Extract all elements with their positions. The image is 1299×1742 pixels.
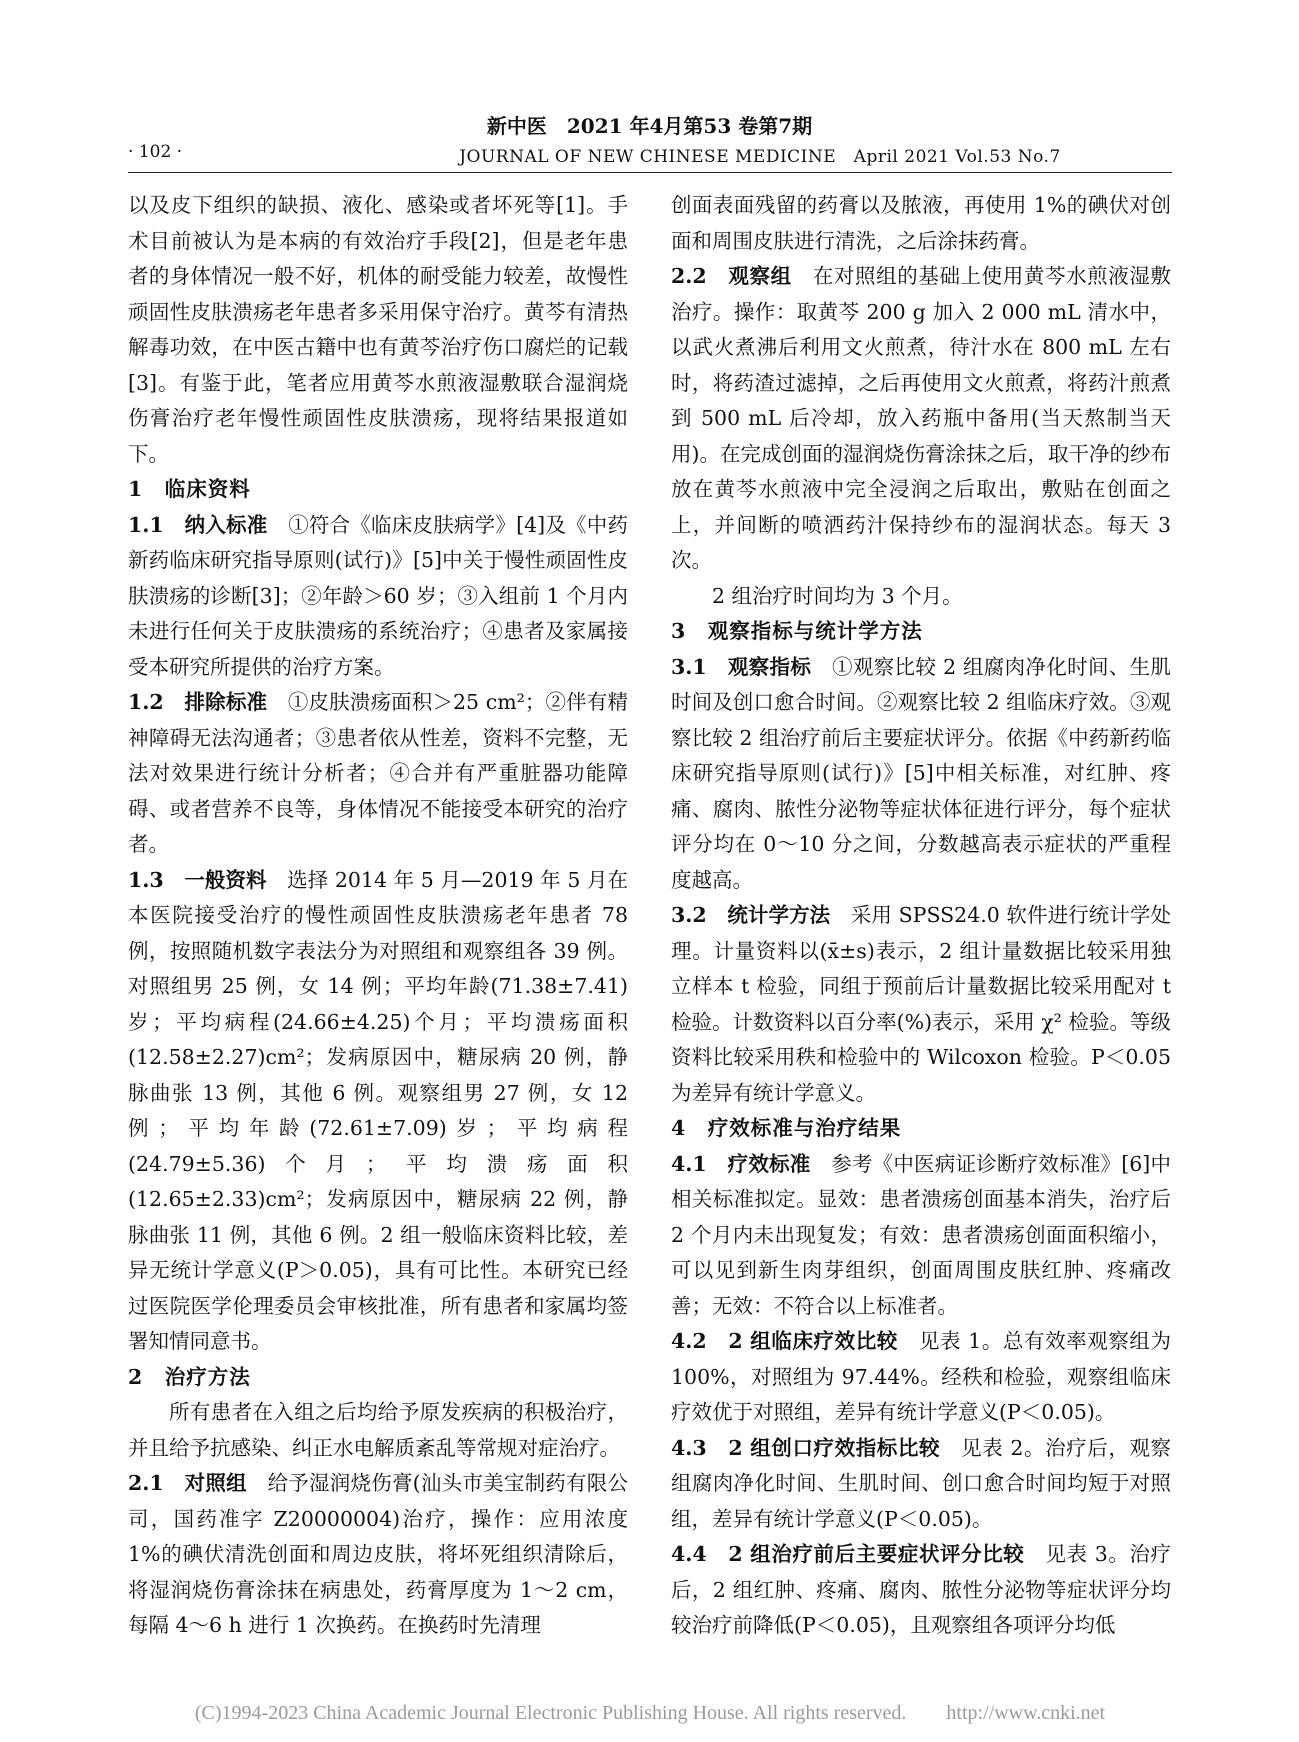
subsection-4-3-text: 见表 2。治疗后，观察组腐肉净化时间、生肌时间、创口愈合时间均短于对照组，差异有统计学意义(P＜0.05)。 — [671, 1435, 1172, 1531]
intro-paragraph: 以及皮下组织的缺损、液化、感染或者坏死等[1]。手术目前被认为是本病的有效治疗手段[2]，但是老年患者的身体情况一般不好，机体的耐受能力较差，故慢性顽固性皮肤溃疡老年患者多采用保守治疗。黄芩有清热解毒功效，在中医古籍中也有黄芩治疗伤口腐烂的记载[3]。有鉴于此，笔者应用黄芩水煎液湿敷联合湿润烧伤膏治疗老年慢性顽固性皮肤溃疡，现将结果报道如下。 — [128, 193, 628, 466]
subsection-1-2-text: ①皮肤溃疡面积＞25 cm²；②伴有精神障碍无法沟通者；③患者依从性差，资料不完整，无法对效果进行统计分析者；④合并有严重脏器功能障碍、或者营养不良等，身体情况不能接受本研究的治疗者。 — [128, 690, 628, 856]
subsection-4-4-title: 4.4 2 组治疗前后主要症状评分比较 — [671, 1542, 1025, 1566]
subsection-1-3-text: 选择 2014 年 5 月—2019 年 5 月在本医院接受治疗的慢性顽固性皮肤溃疡老年患者 78 例，按照随机数字表法分为对照组和观察组各 39 例。对照组男 25 例，女 14 例；平均年龄(71.38±7.41)岁；平均病程(24.66±4.25)个月；平均溃疡面积(12.58±2.27)cm²；发病原因中，糖尿病 20 例，静脉曲张 13 例，其他 6 例。观察组男 27 例，女 12 例；平均年龄(72.61±7.09)岁；平均病程(24.79±5.36)个月；平均溃疡面积(12.65±2.33)cm²；发病原因中，糖尿病 22 例，静脉曲张 11 例，其他 6 例。2 组一般临床资料比较，差异无统计学意义(P＞0.05)，具有可比性。本研究已经过医院医学伦理委员会审核批准，所有患者和家属均签署知情同意书。 — [128, 867, 629, 1353]
subsection-1-3-title: 1.3 一般资料 — [128, 867, 267, 892]
section-2-paragraph: 所有患者在入组之后均给予原发疾病的积极治疗，并且给予抗感染、纠正水电解质紊乱等常规对症治疗。 — [128, 1400, 628, 1460]
subsection-3-1 — [671, 650, 1171, 899]
subsection-1-1-title: 1.1 纳入标准 — [128, 512, 268, 537]
subsection-3-2-text: 采用 SPSS24.0 软件进行统计学处理。计量资料以(x̄±s)表示，2 组计量数据比较采用独立样本 t 检验，同组于预前后计量数据比较采用配对 t 检验。计数资料以百分率(%)表示，采用 χ² 检验。等级资料比较采用秩和检验中的 Wilcoxon 检验。P＜0.05 为差异有统计学意义。 — [671, 903, 1171, 1105]
subsection-1-3 — [128, 863, 628, 1360]
subsection-4-2-text: 见表 1。总有效率观察组为 100%，对照组为 97.44%。经秩和检验，观察组临床疗效优于对照组，差异有统计学意义(P＜0.05)。 — [671, 1329, 1171, 1424]
section-heading-2: 2 治疗方法 — [128, 1364, 251, 1389]
subsection-3-2 — [671, 898, 1171, 1111]
subsection-4-1 — [671, 1147, 1171, 1325]
subsection-2-1-title: 2.1 对照组 — [128, 1471, 247, 1495]
subsection-2-2-text: 在对照组的基础上使用黄芩水煎液湿敷治疗。操作：取黄芩 200 g 加入 2 000 mL 清水中，以武火煮沸后利用文火煎煮，待汁水在 800 mL 左右时，将药渣过滤掉，之后再使用文火煎煮，将药汁煎煮到 500 mL 后冷却，放入药瓶中备用(当天熬制当天用)。在完成创面的湿润烧伤膏涂抹之后，取干净的纱布放在黄芩水煎液中完全浸润之后取出，敷贴在创面之上，并间断的喷洒药汁保持纱布的湿润状态。每天 3 次。 — [671, 264, 1172, 572]
subsection-3-1-text: ①观察比较 2 组腐肉净化时间、生肌时间及创口愈合时间。②观察比较 2 组临床疗效。③观察比较 2 组治疗前后主要症状评分。依据《中药新药临床研究指导原则(试行)》[5]中相关标准，对红肿、疼痛、腐肉、脓性分泌物等症状体征进行评分，每个症状评分均在 0～10 分之间，分数越高表示症状的严重程度越高。 — [671, 654, 1171, 892]
subsection-4-3 — [671, 1431, 1171, 1538]
section-heading-4: 4 疗效标准与治疗结果 — [671, 1116, 902, 1140]
copyright-footer: (C)1994-2023 China Academic Journal Electronic Publishing House. All rights reserved. http://www.cnki.net — [194, 1702, 1106, 1724]
subsection-2-1 — [128, 1466, 628, 1644]
subsection-2-2-title: 2.2 观察组 — [671, 264, 792, 288]
treatment-duration: 2 组治疗时间均为 3 个月。 — [712, 583, 963, 608]
subsection-2-1-text: 给予湿润烧伤膏(汕头市美宝制药有限公司，国药准字 Z20000004)治疗，操作：应用浓度 1%的碘伏清洗创面和周边皮肤，将坏死组织清除后，将湿润烧伤膏涂抹在病患处，药膏厚度为 1～2 cm，每隔 4～6 h 进行 1 次换药。在换药时先清理 — [128, 1471, 628, 1637]
left-column — [128, 188, 628, 1644]
subsection-4-4-text: 见表 3。治疗后，2 组红肿、疼痛、腐肉、脓性分泌物等症状评分均较治疗前降低(P＜0.05)，且观察组各项评分均低 — [671, 1542, 1171, 1637]
journal-title-cn: 新中医 2021 年4月第53 卷第7期 — [486, 114, 813, 138]
subsection-1-1 — [128, 508, 628, 686]
subsection-3-1-title: 3.1 观察指标 — [671, 654, 812, 679]
subsection-4-3-title: 4.3 2 组创口疗效指标比较 — [671, 1435, 941, 1460]
header-rule — [128, 172, 1172, 173]
continued-paragraph: 创面表面残留的药膏以及脓液，再使用 1%的碘伏对创面和周围皮肤进行清洗，之后涂抹药膏。 — [671, 193, 1171, 253]
section-heading-1: 1 临床资料 — [128, 477, 251, 501]
subsection-4-1-text: 参考《中医病证诊断疗效标准》[6]中相关标准拟定。显效：患者溃疡创面基本消失，治疗后 2 个月内未出现复发；有效：患者溃疡创面面积缩小，可以见到新生肉芽组织，创面周围皮肤红肿、疼痛改善；无效：不符合以上标准者。 — [671, 1151, 1171, 1318]
subsection-1-1-text: ①符合《临床皮肤病学》[4]及《中药新药临床研究指导原则(试行)》[5]中关于慢性顽固性皮肤溃疡的诊断[3]；②年龄＞60 岁；③入组前 1 个月内未进行任何关于皮肤溃疡的系统治疗；④患者及家属接受本研究所提供的治疗方案。 — [128, 512, 628, 679]
journal-title-en: JOURNAL OF NEW CHINESE MEDICINE April 2021 Vol.53 No.7 — [459, 147, 1061, 167]
right-column — [671, 188, 1171, 1644]
section-heading-3: 3 观察指标与统计学方法 — [671, 619, 923, 643]
subsection-3-2-title: 3.2 统计学方法 — [671, 903, 831, 927]
page-number: · 102 · — [128, 142, 183, 162]
subsection-1-2-title: 1.2 排除标准 — [128, 690, 268, 714]
subsection-4-2 — [671, 1324, 1171, 1431]
subsection-2-2 — [671, 259, 1171, 579]
subsection-4-1-title: 4.1 疗效标准 — [671, 1151, 811, 1176]
subsection-4-4 — [671, 1537, 1171, 1644]
subsection-4-2-title: 4.2 2 组临床疗效比较 — [671, 1329, 898, 1353]
subsection-1-2 — [128, 685, 628, 863]
